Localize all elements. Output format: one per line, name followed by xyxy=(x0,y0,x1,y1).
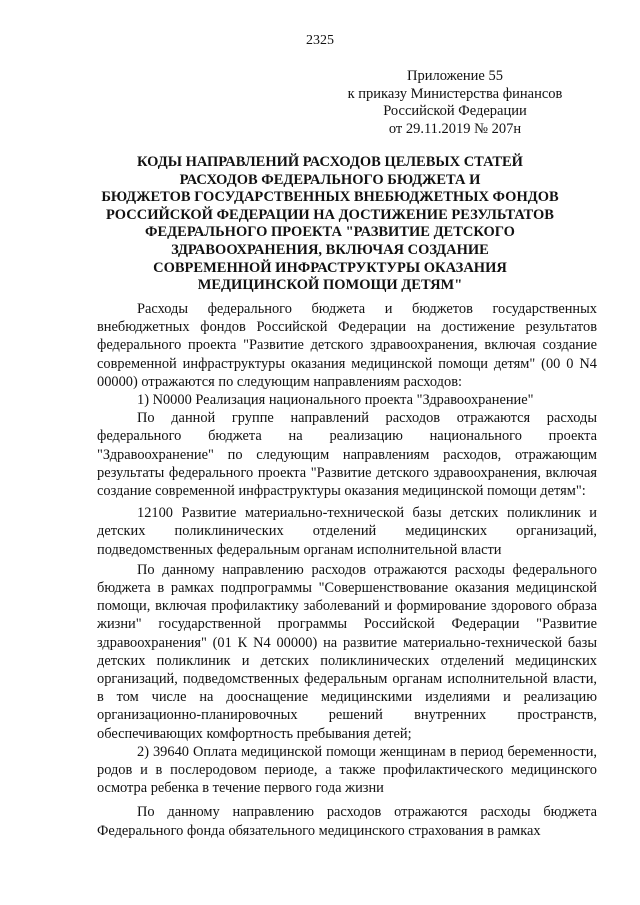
appendix-line: Российской Федерации xyxy=(383,103,527,119)
section-heading: 2) 39640 Оплата медицинской помощи женщинам в период беременности, родов и в послеродовом периоде, а также профилактического медицинского осмотра ребенка в течение первого года жизни xyxy=(97,743,597,797)
title-line: РАСХОДОВ ФЕДЕРАЛЬНОГО БЮДЖЕТА И xyxy=(179,171,481,188)
appendix-line: к приказу Министерства финансов xyxy=(347,85,563,102)
document-title xyxy=(80,154,580,295)
body-paragraph: По данному направлению расходов отражаются расходы федерального бюджета в рамках подпрограммы "Совершенствование оказания медицинской помощи, включая профилактику заболеваний и формирование здорового образа жизни" государственной программы Российской Федерации "Развитие здравоохранения" (01 К N4 00000) на развитие материально-технической базы детских поликлиник и детских поликлинических отделений медицинских организаций, подведомственных федеральным органам исполнительной власти, в том числе на дооснащение медицинскими изделиями и реализацию организационно-планировочных решений внутренних пространств, обеспечивающих комфортность пребывания детей; xyxy=(97,561,597,742)
document-body xyxy=(97,300,597,840)
title-line: КОДЫ НАПРАВЛЕНИЙ РАСХОДОВ ЦЕЛЕВЫХ СТАТЕЙ xyxy=(137,154,523,170)
title-line: ФЕДЕРАЛЬНОГО ПРОЕКТА "РАЗВИТИЕ ДЕТСКОГО xyxy=(145,224,515,241)
title-line: БЮДЖЕТОВ ГОСУДАРСТВЕННЫХ ВНЕБЮДЖЕТНЫХ ФОНДОВ xyxy=(101,189,559,206)
body-paragraph: По данной группе направлений расходов отражаются расходы федерального бюджета на реализацию национального проекта "Здравоохранение" по следующим направлениям расходов, отражающим результаты федерального проекта "Развитие детского здравоохранения, включая создание современной инфраструктуры оказания медицинской помощи детям": xyxy=(97,410,597,500)
title-line: РОССИЙСКОЙ ФЕДЕРАЦИИ НА ДОСТИЖЕНИЕ РЕЗУЛЬТАТОВ xyxy=(106,206,554,223)
appendix-line: от 29.11.2019 № 207н xyxy=(388,120,522,137)
title-line: ЗДРАВООХРАНЕНИЯ, ВКЛЮЧАЯ СОЗДАНИЕ xyxy=(171,241,489,258)
direction-code-item: 12100 Развитие материально-технической базы детских поликлиник и детских поликлинических отделений медицинских организаций, подведомственных федеральным органам исполнительной власти xyxy=(97,505,597,558)
title-line: МЕДИЦИНСКОЙ ПОМОЩИ ДЕТЯМ" xyxy=(197,277,463,294)
appendix-header xyxy=(330,68,580,138)
body-paragraph: Расходы федерального бюджета и бюджетов государственных внебюджетных фондов Российской Федерации на достижение результатов федерального проекта "Развитие детского здравоохранения, включая создание современной инфраструктуры оказания медицинской помощи детям" (00 0 N4 00000) отражаются по следующим направлениям расходов: xyxy=(97,301,597,390)
title-line: СОВРЕМЕННОЙ ИНФРАСТРУКТУРЫ ОКАЗАНИЯ xyxy=(153,259,507,276)
body-paragraph: По данному направлению расходов отражаются расходы бюджета Федерального фонда обязательного медицинского страхования в рамках xyxy=(97,804,597,839)
section-heading: 1) N0000 Реализация национального проекта "Здравоохранение" xyxy=(137,392,534,409)
page-number: 2325 xyxy=(306,33,334,48)
appendix-line: Приложение 55 xyxy=(407,68,503,84)
